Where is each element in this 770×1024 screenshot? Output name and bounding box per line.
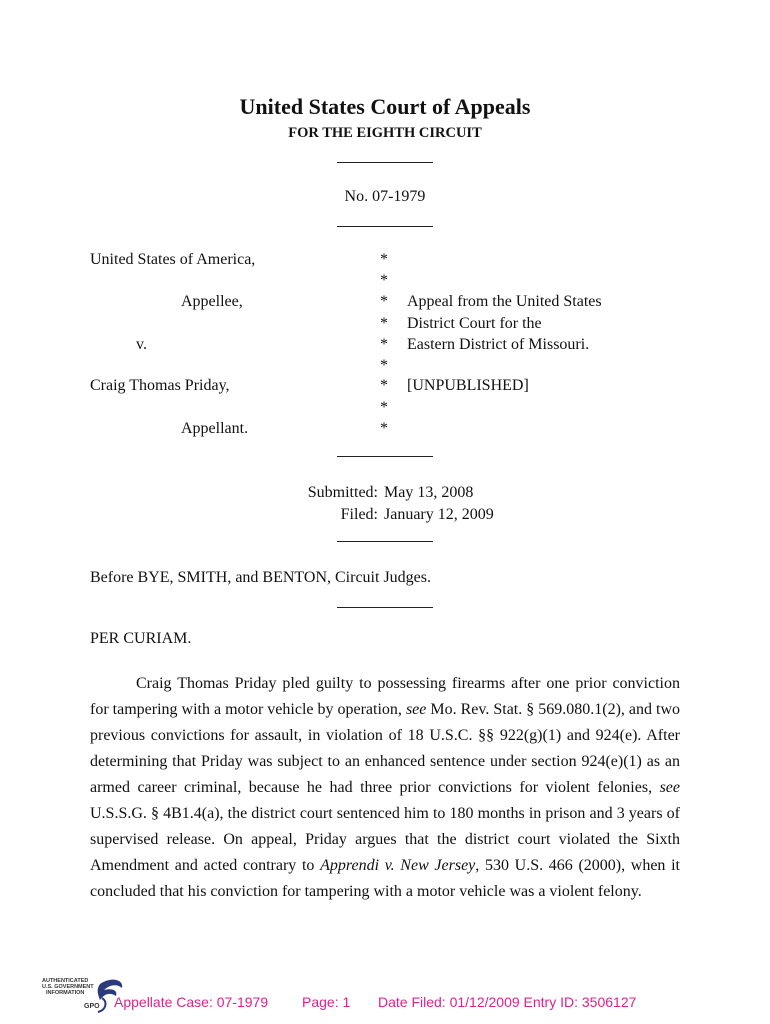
caption-star: * xyxy=(380,357,388,374)
caption-star: * xyxy=(380,315,388,332)
footer-case-number: Appellate Case: 07-1979 xyxy=(114,994,269,1010)
gpo-line: U.S. GOVERNMENT xyxy=(42,984,94,990)
gpo-line: INFORMATION xyxy=(46,990,85,996)
docket-number: No. 07-1979 xyxy=(344,188,426,205)
per-curiam-heading: PER CURIAM. xyxy=(90,630,192,647)
signal-see: see xyxy=(659,779,680,796)
plaintiff-role: Appellee, xyxy=(181,293,243,310)
defendant-role: Appellant. xyxy=(181,420,249,437)
filed-date: January 12, 2009 xyxy=(384,506,494,523)
footer-page-number: Page: 1 xyxy=(302,994,351,1010)
filed-label: Filed: xyxy=(340,506,378,523)
footer-filed-entry: Date Filed: 01/12/2009 Entry ID: 3506127 xyxy=(378,994,637,1010)
submitted-label: Submitted: xyxy=(307,484,378,501)
opinion-text: Mo. Rev. Stat. § 569.080.1(2), and two previous convictions for assault, in violation of 18 U.S.C. §§ 922(g)(1) and 924(e). After determining that Priday was subject to an enhanced sentence under section 924(e)(1) as an armed career criminal, because he had three prior convictions for violent felonies, xyxy=(90,701,681,796)
opinion-text: U.S.S.G. § 4B1.4(a), the district court sentenced him to 180 months in prison and 3 years of supervised release. On appeal, Priday argues that the district court violated the Sixth Amendment and acted contrary to xyxy=(90,805,680,874)
appeal-origin-line: Appeal from the United States xyxy=(407,293,602,310)
caption-star-column xyxy=(380,0,390,450)
opinion-text: , 530 U.S. 466 (2000), when it concluded that his conviction for tampering with a motor vehicle was a violent felony. xyxy=(90,857,680,900)
defendant-name: Craig Thomas Priday, xyxy=(90,377,230,394)
circuit-subtitle: FOR THE EIGHTH CIRCUIT xyxy=(288,125,482,141)
court-title: United States Court of Appeals xyxy=(239,94,531,119)
versus-label: v. xyxy=(136,336,147,353)
divider xyxy=(337,541,433,542)
panel-judges: Before BYE, SMITH, and BENTON, Circuit Judges. xyxy=(90,569,431,586)
opinion-body xyxy=(90,671,680,905)
publication-status: [UNPUBLISHED] xyxy=(407,377,529,394)
divider xyxy=(337,456,433,457)
plaintiff-name: United States of America, xyxy=(90,251,256,268)
caption-star: * xyxy=(380,293,388,310)
caption-star: * xyxy=(380,399,388,416)
gpo-authentication-logo xyxy=(42,976,122,1012)
caption-star: * xyxy=(380,272,388,289)
divider xyxy=(337,607,433,608)
signal-see: see xyxy=(405,701,427,718)
submitted-date: May 13, 2008 xyxy=(384,484,474,501)
opinion-paragraph xyxy=(90,671,680,905)
gpo-line: AUTHENTICATED xyxy=(42,978,89,984)
appeal-origin-line: Eastern District of Missouri. xyxy=(407,336,590,353)
caption-star: * xyxy=(380,377,388,394)
caption-star: * xyxy=(380,420,388,437)
appeal-origin-line: District Court for the xyxy=(407,315,542,332)
caption-star: * xyxy=(380,336,388,353)
case-citation: Apprendi v. New Jersey xyxy=(320,857,476,874)
gpo-mark: GPO xyxy=(84,1003,100,1010)
caption-star: * xyxy=(380,251,388,268)
opinion-text: Craig Thomas Priday pled guilty to possessing firearms after one prior conviction for tampering with a motor vehicle by operation, xyxy=(90,675,680,718)
